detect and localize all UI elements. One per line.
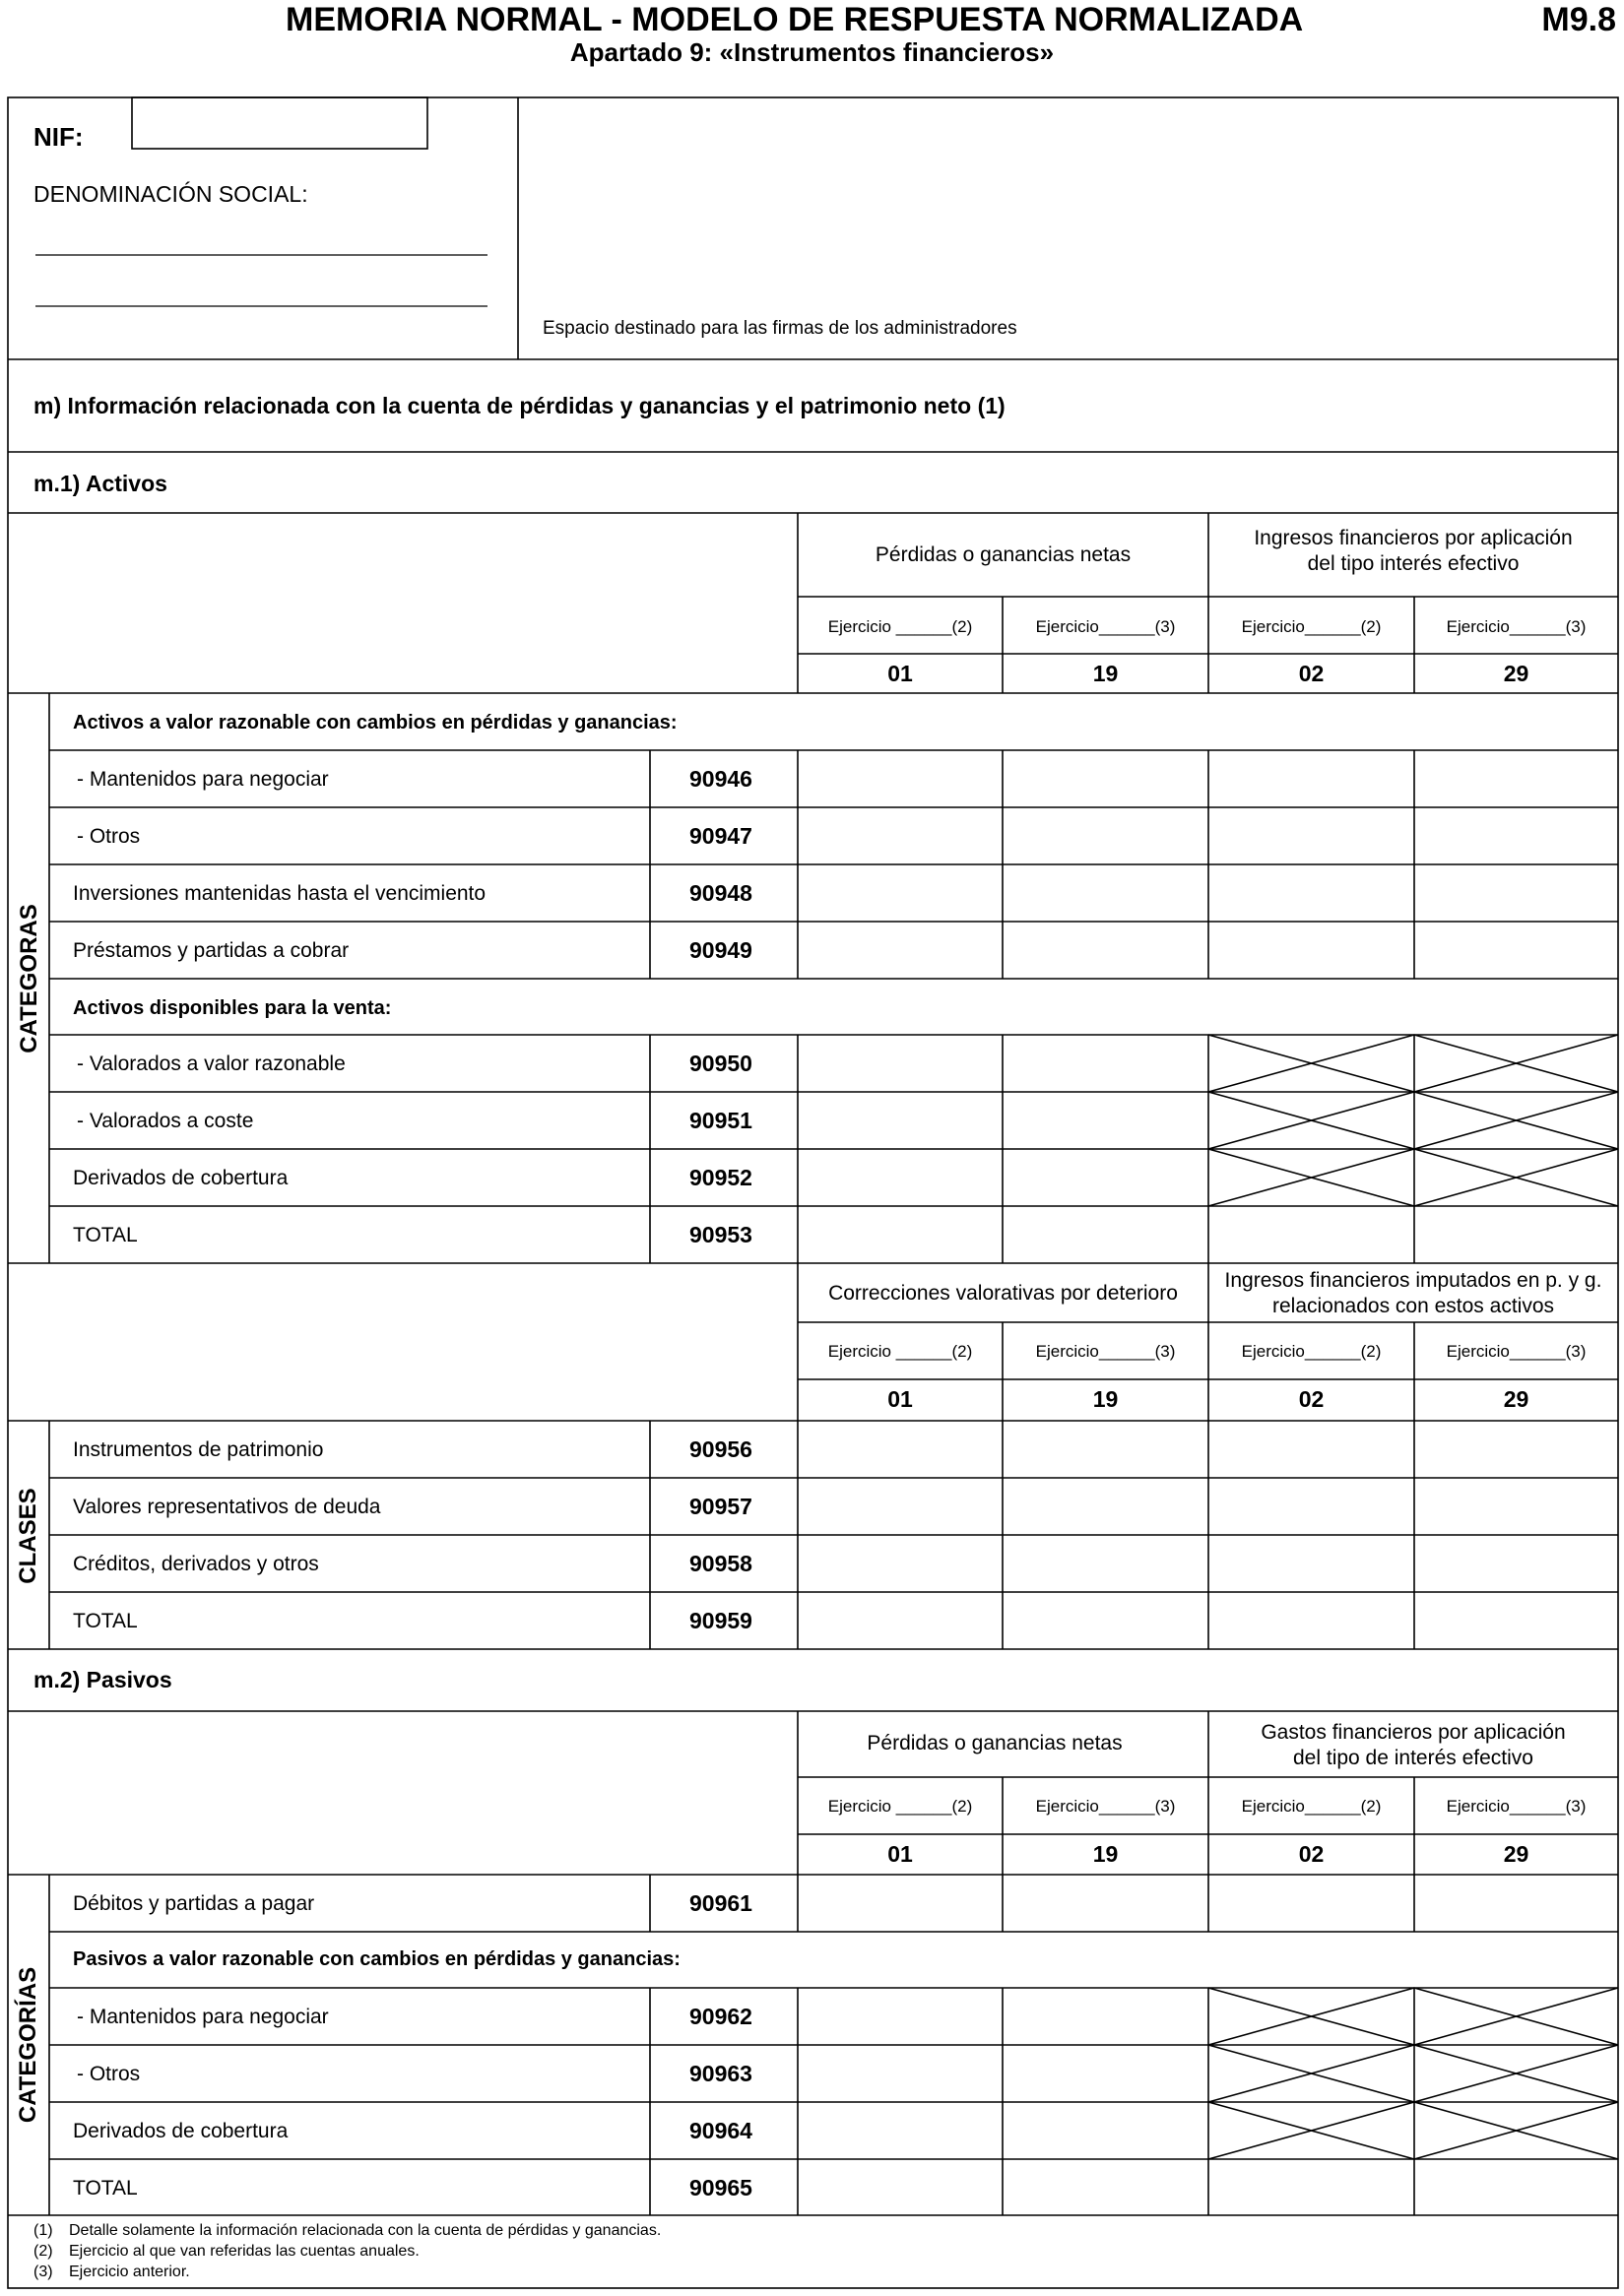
t1-col-code: 19 [1092,661,1119,686]
t2-row-label: TOTAL [73,1610,138,1632]
t1-amount-cell[interactable] [1416,866,1616,920]
t1-col-code: 01 [887,661,913,686]
t3-amount-cell[interactable] [1416,2161,1616,2213]
t2-col-label: Ejercicio ______(2) [827,1342,973,1361]
t3-row-header: Pasivos a valor razonable con cambios en pérdidas y ganancias: [73,1948,681,1970]
t2-row-code: 90957 [689,1494,752,1519]
t3-amount-cell[interactable] [800,2047,1001,2100]
t1-amount-cell[interactable] [800,1037,1001,1090]
t3-row-label: Débitos y partidas a pagar [73,1892,315,1915]
t1-row-code: 90946 [689,766,752,792]
t1-amount-cell[interactable] [1005,1151,1206,1204]
t2-row-code: 90956 [689,1436,752,1462]
t3-row-code: 90963 [689,2061,752,2086]
t2-amount-cell[interactable] [1416,1423,1616,1476]
t3-side-label: CATEGORÍAS [15,1966,41,2124]
t1-col-code: 02 [1298,661,1325,686]
t2-col-code: 29 [1503,1386,1529,1412]
denominacion-input-line2[interactable] [35,273,487,306]
t1-col-label: Ejercicio______(3) [1446,617,1587,636]
t2-col-label: Ejercicio______(2) [1241,1342,1382,1361]
t3-amount-cell[interactable] [1005,2161,1206,2213]
t1-amount-cell[interactable] [800,1208,1001,1261]
t1-amount-cell[interactable] [1416,924,1616,977]
t1-amount-cell[interactable] [1210,924,1412,977]
t2-group-right-line1: Ingresos financieros imputados en p. y g. [1224,1269,1602,1292]
footnote: (3) Ejercicio anterior. [33,2264,190,2280]
t2-col-label: Ejercicio______(3) [1446,1342,1587,1361]
t2-amount-cell[interactable] [1210,1537,1412,1590]
t1-row-label: - Valorados a coste [77,1110,254,1132]
t1-amount-cell[interactable] [800,866,1001,920]
t2-amount-cell[interactable] [1005,1594,1206,1647]
t1-row-code: 90952 [689,1165,752,1190]
t2-amount-cell[interactable] [1210,1423,1412,1476]
t3-group-right-line2: del tipo de interés efectivo [1293,1747,1533,1769]
t1-row-label: Inversiones mantenidas hasta el vencimiento [73,882,487,905]
t2-amount-cell[interactable] [800,1537,1001,1590]
footnote: (1) Detalle solamente la información relacionada con la cuenta de pérdidas y ganancias. [33,2222,662,2239]
t1-amount-cell[interactable] [800,1094,1001,1147]
t1-row-code: 90951 [689,1108,752,1133]
t1-group-left: Pérdidas o ganancias netas [875,543,1132,566]
t1-row-label: Préstamos y partidas a cobrar [73,939,350,962]
t1-amount-cell[interactable] [1005,1208,1206,1261]
t3-col-code: 29 [1503,1841,1529,1867]
footnote: (2) Ejercicio al que van referidas las cuentas anuales. [33,2243,420,2260]
t1-side-label: CATEGORAS [16,904,42,1053]
t2-amount-cell[interactable] [1416,1480,1616,1533]
t3-amount-cell[interactable] [800,2161,1001,2213]
t3-amount-cell[interactable] [1005,2104,1206,2157]
t2-amount-cell[interactable] [800,1423,1001,1476]
t3-row-code: 90962 [689,2004,752,2029]
firmas-label: Espacio destinado para las firmas de los administradores [543,318,1017,339]
t3-row-label: - Otros [77,2063,141,2085]
t2-row-code: 90959 [689,1608,752,1633]
t1-group-right-line2: del tipo interés efectivo [1307,552,1520,575]
t1-amount-cell[interactable] [1005,1094,1206,1147]
t2-amount-cell[interactable] [1005,1480,1206,1533]
t3-row-code: 90964 [689,2118,752,2143]
t1-row-code: 90948 [689,880,752,906]
t3-col-label: Ejercicio______(2) [1241,1797,1382,1816]
t2-amount-cell[interactable] [1210,1594,1412,1647]
t1-col-label: Ejercicio ______(2) [827,617,973,636]
page-subtitle: Apartado 9: «Instrumentos financieros» [569,37,1055,67]
t2-col-code: 02 [1298,1386,1325,1412]
t3-row-code: 90965 [689,2175,752,2200]
t1-amount-cell[interactable] [800,809,1001,862]
t1-row-label: - Otros [77,825,141,848]
t1-col-label: Ejercicio______(2) [1241,617,1382,636]
t1-amount-cell[interactable] [1416,1208,1616,1261]
t3-amount-cell[interactable] [1005,1990,1206,2043]
t2-row-label: Créditos, derivados y otros [73,1553,319,1575]
t3-group-left: Pérdidas o ganancias netas [867,1732,1123,1754]
t3-amount-cell[interactable] [1416,1877,1616,1930]
t3-amount-cell[interactable] [1005,1877,1206,1930]
t1-amount-cell[interactable] [1210,752,1412,805]
denominacion-input-line1[interactable] [35,222,487,255]
t1-amount-cell[interactable] [1005,752,1206,805]
t1-amount-cell[interactable] [800,752,1001,805]
t1-col-code: 29 [1503,661,1529,686]
t1-amount-cell[interactable] [1210,1208,1412,1261]
firmas-area[interactable] [520,99,1616,357]
t1-row-label: - Mantenidos para negociar [77,768,329,791]
nif-input[interactable] [134,99,425,147]
t2-col-code: 01 [887,1386,913,1412]
t2-amount-cell[interactable] [1005,1423,1206,1476]
t1-amount-cell[interactable] [1005,924,1206,977]
nif-label: NIF: [33,122,84,152]
t1-group-right-line1: Ingresos financieros por aplicación [1254,527,1573,549]
t2-row-code: 90958 [689,1551,752,1576]
t1-amount-cell[interactable] [800,924,1001,977]
t3-col-label: Ejercicio ______(2) [827,1797,973,1816]
t3-group-right-line1: Gastos financieros por aplicación [1261,1721,1566,1744]
form-code: M9.8 [1541,1,1616,38]
section-m1-title: m.1) Activos [33,471,167,496]
t3-row-label: TOTAL [73,2177,138,2200]
t3-amount-cell[interactable] [1210,1877,1412,1930]
t2-side-label: CLASES [15,1488,41,1584]
t1-row-label: TOTAL [73,1224,138,1246]
t2-amount-cell[interactable] [1005,1537,1206,1590]
t1-row-code: 90949 [689,937,752,963]
t3-row-label: Derivados de cobertura [73,2120,289,2142]
t3-amount-cell[interactable] [800,2104,1001,2157]
t1-row-header: Activos a valor razonable con cambios en pérdidas y ganancias: [73,712,678,733]
t1-amount-cell[interactable] [1210,866,1412,920]
t1-amount-cell[interactable] [1416,752,1616,805]
t3-col-label: Ejercicio______(3) [1446,1797,1587,1816]
t1-amount-cell[interactable] [1416,809,1616,862]
t3-amount-cell[interactable] [1210,2161,1412,2213]
t2-row-label: Valores representativos de deuda [73,1496,381,1518]
t2-amount-cell[interactable] [1416,1537,1616,1590]
t2-group-right-line2: relacionados con estos activos [1272,1295,1554,1317]
t3-amount-cell[interactable] [800,1877,1001,1930]
t2-amount-cell[interactable] [1210,1480,1412,1533]
t2-amount-cell[interactable] [800,1594,1001,1647]
t2-col-label: Ejercicio______(3) [1035,1342,1176,1361]
t1-row-label: - Valorados a valor razonable [77,1052,346,1075]
t3-row-label: - Mantenidos para negociar [77,2006,329,2028]
t1-amount-cell[interactable] [1210,809,1412,862]
t2-amount-cell[interactable] [800,1480,1001,1533]
t1-amount-cell[interactable] [1005,1037,1206,1090]
t3-col-label: Ejercicio______(3) [1035,1797,1176,1816]
t1-row-code: 90947 [689,823,752,849]
t1-row-label: Derivados de cobertura [73,1167,289,1189]
section-m2-title: m.2) Pasivos [33,1667,172,1692]
t2-row-label: Instrumentos de patrimonio [73,1438,324,1461]
t1-amount-cell[interactable] [800,1151,1001,1204]
t3-col-code: 19 [1092,1841,1119,1867]
section-m-title: m) Información relacionada con la cuenta de pérdidas y ganancias y el patrimonio neto (1) [33,393,1006,418]
t3-col-code: 02 [1298,1841,1325,1867]
t1-row-code: 90953 [689,1222,752,1247]
t3-col-code: 01 [887,1841,913,1867]
t1-row-code: 90950 [689,1051,752,1076]
t2-col-code: 19 [1092,1386,1119,1412]
t1-col-label: Ejercicio______(3) [1035,617,1176,636]
t3-amount-cell[interactable] [800,1990,1001,2043]
denominacion-label: DENOMINACIÓN SOCIAL: [33,181,308,207]
t1-row-header: Activos disponibles para la venta: [73,997,392,1019]
t3-amount-cell[interactable] [1005,2047,1206,2100]
t2-amount-cell[interactable] [1416,1594,1616,1647]
t1-amount-cell[interactable] [1005,866,1206,920]
t2-group-left: Correcciones valorativas por deterioro [828,1282,1178,1305]
t1-amount-cell[interactable] [1005,809,1206,862]
t3-row-code: 90961 [689,1890,752,1916]
